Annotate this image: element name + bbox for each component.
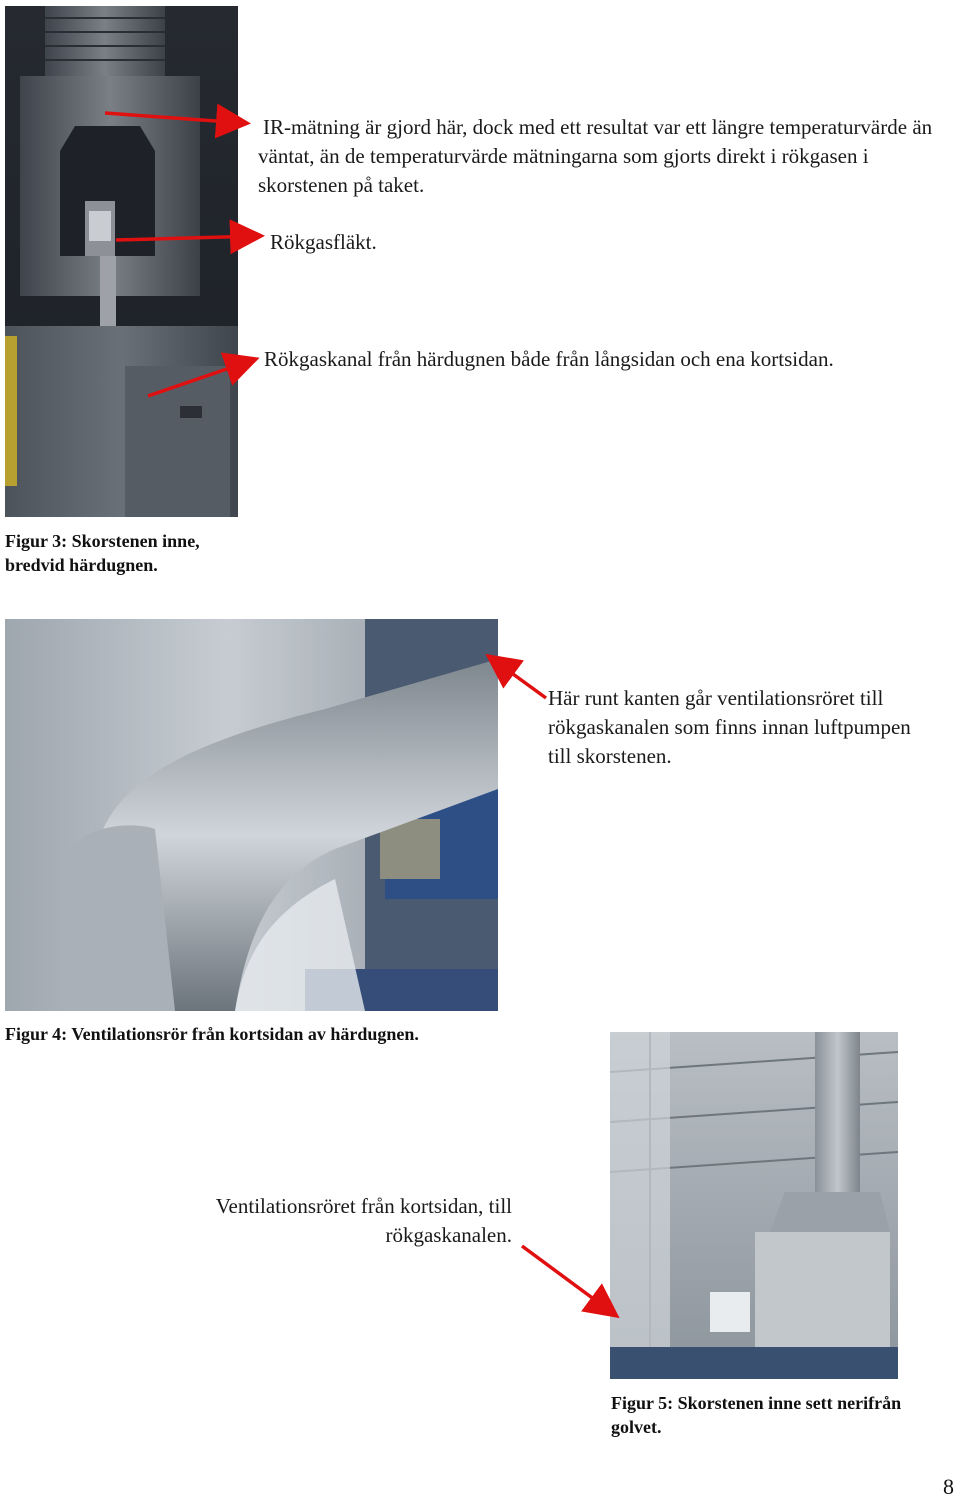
figure-5-annotation: Ventilationsröret från kortsidan, till rökgaskanalen. bbox=[215, 1194, 512, 1247]
figure-3-annotation-fan: Rökgasfläkt. bbox=[270, 230, 377, 254]
figure-4-annotation: Här runt kanten går ventilationsröret till rökgaskanalen som finns innan luftpumpen till skorstenen. bbox=[548, 686, 911, 768]
figure-4-photo bbox=[5, 619, 498, 1011]
figure-5-photo bbox=[610, 1032, 898, 1379]
figure-3-photo bbox=[5, 6, 238, 517]
arrow-ventilation-ceiling bbox=[522, 1246, 614, 1314]
figure-5-caption: Figur 5: Skorstenen inne sett nerifrån golvet. bbox=[611, 1393, 902, 1437]
page-number: 8 bbox=[943, 1474, 954, 1499]
figure-3-caption: Figur 3: Skorstenen inne, bredvid härdugnen. bbox=[5, 531, 200, 575]
figure-3-annotation-ir: IR-mätning är gjord här, dock med ett resultat var ett längre temperaturvärde än väntat, än de temperaturvärde mätningarna som gjorts direkt i rökgasen i skorstenen på taket. bbox=[258, 115, 933, 197]
figure-4-caption: Figur 4: Ventilationsrör från kortsidan av härdugnen. bbox=[5, 1024, 419, 1044]
figure-3-annotation-duct: Rökgaskanal från härdugnen både från långsidan och ena kortsidan. bbox=[264, 347, 834, 371]
arrow-ventilation-edge bbox=[491, 658, 546, 698]
